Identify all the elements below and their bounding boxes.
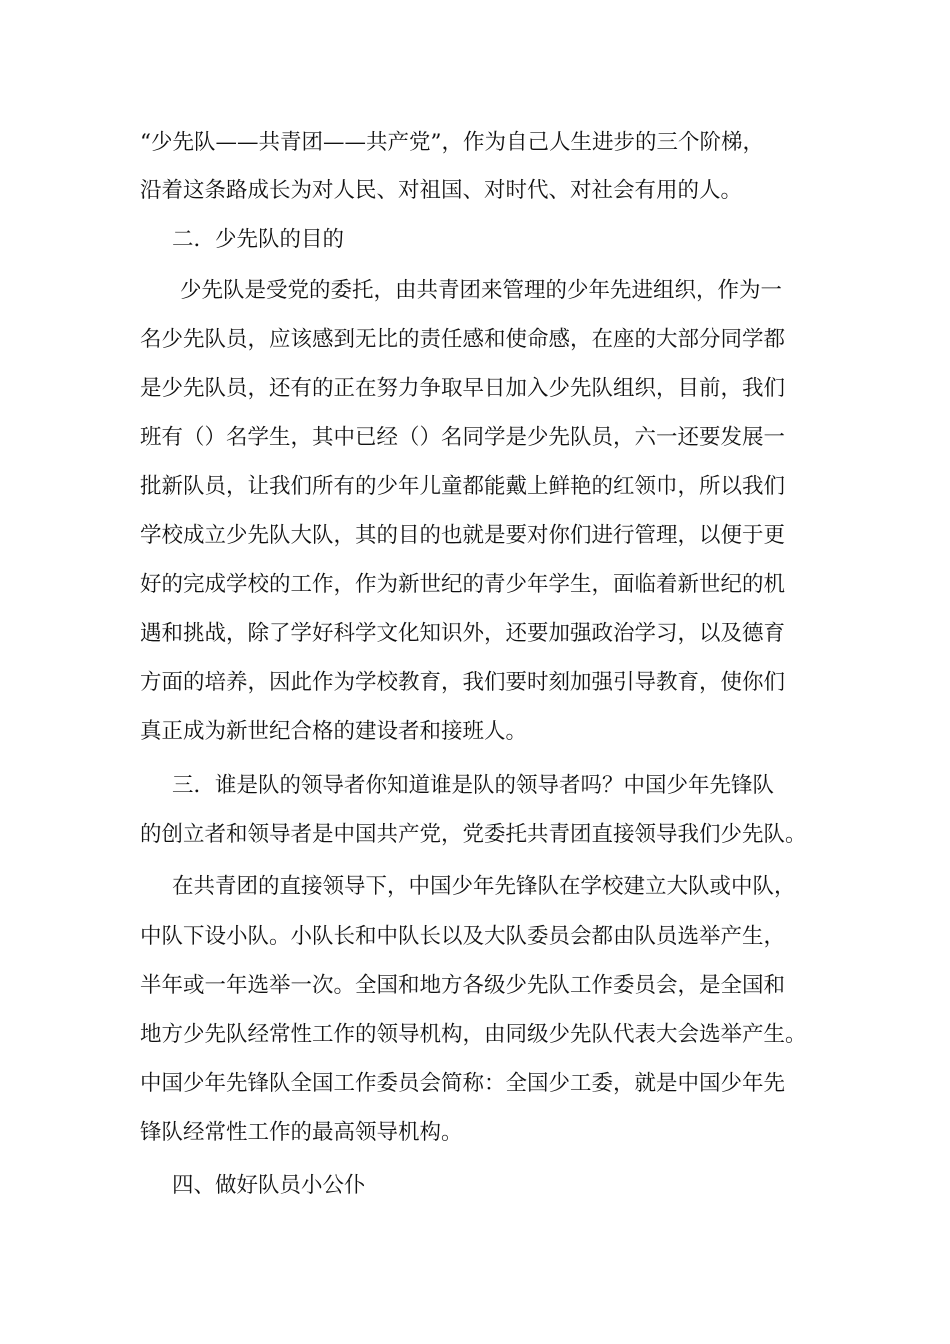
- section-heading-3: 三．谁是队的领导者你知道谁是队的领导者吗？中国少年先锋队: [172, 773, 775, 798]
- text-line-2: 沿着这条路成长为对人民、对祖国、对时代、对社会有用的人。: [140, 178, 743, 203]
- section-heading-2: 二．少先队的目的: [172, 227, 345, 252]
- text-line-1: “少先队——共青团——共产党”，作为自己人生进步的三个阶梯，: [140, 130, 764, 155]
- text-line-17: 中队下设小队。小队长和中队长以及大队委员会都由队员选举产生，: [140, 924, 786, 949]
- section-heading-4: 四、做好队员小公仆: [172, 1173, 366, 1198]
- text-line-10: 好的完成学校的工作，作为新世纪的青少年学生，面临着新世纪的机: [140, 572, 786, 597]
- text-line-18: 半年或一年选举一次。全国和地方各级少先队工作委员会，是全国和: [140, 973, 786, 998]
- text-line-9: 学校成立少先队大队，其的目的也就是要对你们进行管理，以便于更: [140, 523, 786, 548]
- text-line-15: 的创立者和领导者是中国共产党，党委托共青团直接领导我们少先队。: [140, 822, 807, 847]
- text-line-8: 批新队员，让我们所有的少年儿童都能戴上鲜艳的红领巾，所以我们: [140, 474, 786, 499]
- text-line-21: 锋队经常性工作的最高领导机构。: [140, 1120, 463, 1145]
- text-line-13: 真正成为新世纪合格的建设者和接班人。: [140, 719, 528, 744]
- text-line-7: 班有（）名学生，其中已经（）名同学是少先队员，六一还要发展一: [140, 425, 786, 450]
- text-line-16: 在共青团的直接领导下，中国少年先锋队在学校建立大队或中队，: [172, 874, 796, 899]
- text-line-4: 少先队是受党的委托，由共青团来管理的少年先进组织，作为一: [180, 278, 783, 303]
- text-line-5: 名少先队员，应该感到无比的责任感和使命感，在座的大部分同学都: [140, 327, 786, 352]
- text-line-20: 中国少年先锋队全国工作委员会简称：全国少工委，就是中国少年先: [140, 1071, 786, 1096]
- text-line-12: 方面的培养，因此作为学校教育，我们要时刻加强引导教育，使你们: [140, 670, 786, 695]
- text-line-19: 地方少先队经常性工作的领导机构，由同级少先队代表大会选举产生。: [140, 1022, 807, 1047]
- text-line-6: 是少先队员，还有的正在努力争取早日加入少先队组织，目前，我们: [140, 376, 786, 401]
- text-line-11: 遇和挑战，除了学好科学文化知识外，还要加强政治学习，以及德育: [140, 621, 786, 646]
